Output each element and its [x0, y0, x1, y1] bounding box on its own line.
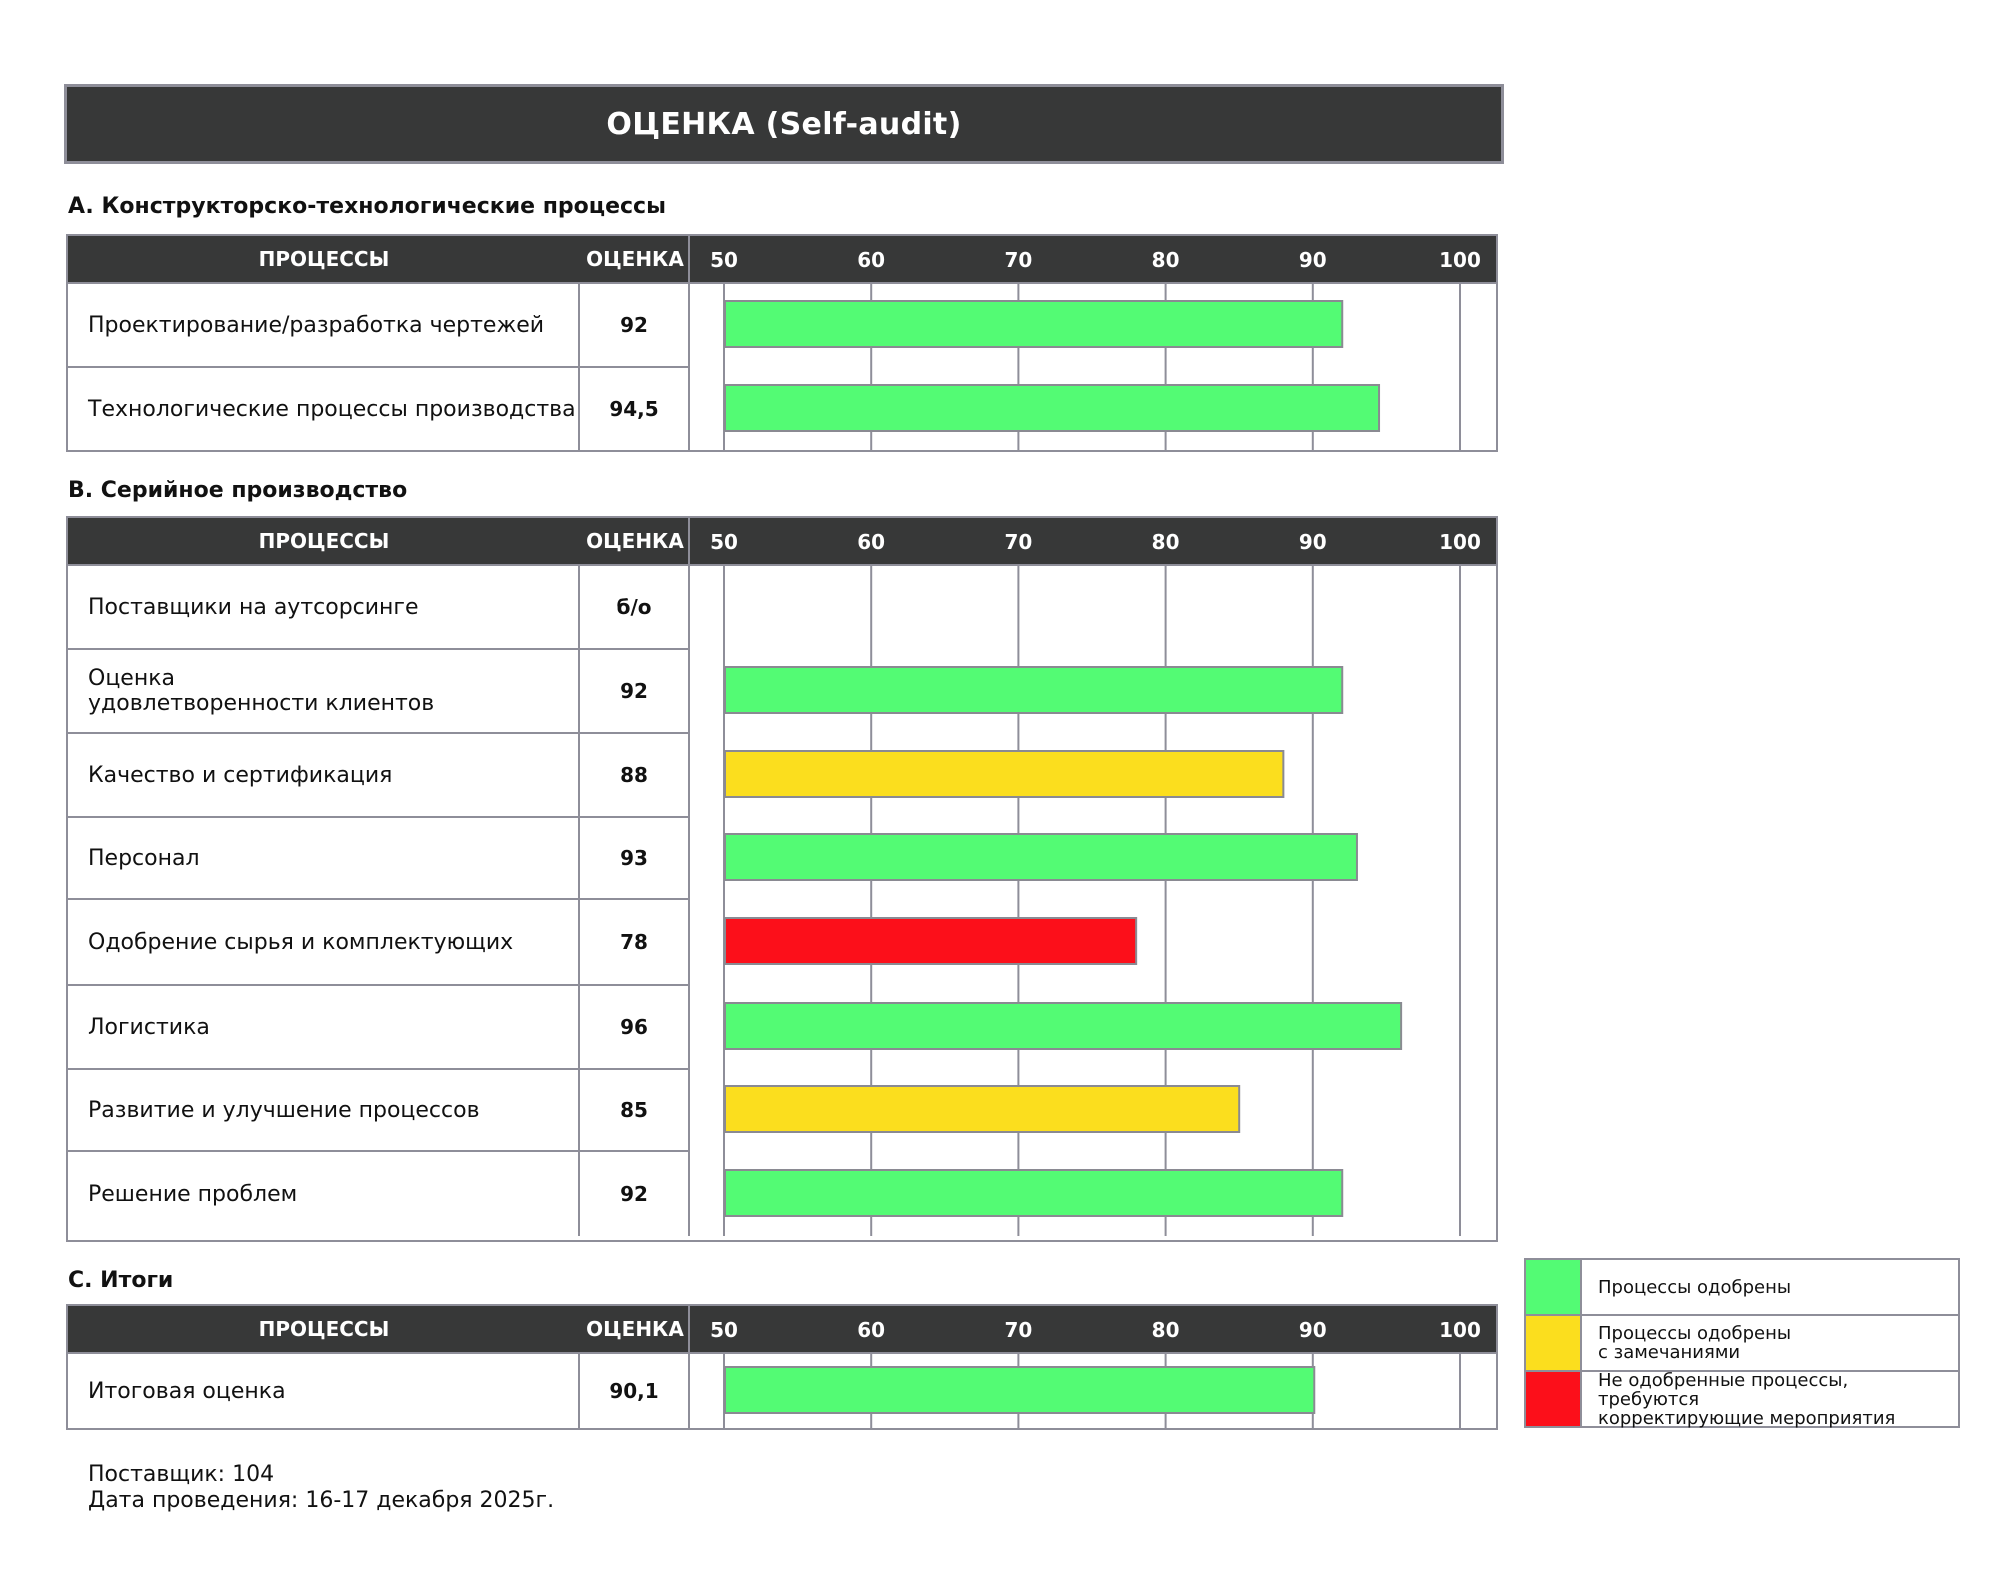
- header-divider: [688, 518, 690, 564]
- section-c-table: [66, 1304, 1498, 1430]
- axis-tick-label: 70: [1004, 1318, 1033, 1342]
- supplier-label: Поставщик: 104: [88, 1462, 275, 1487]
- bar-chart-area: [690, 282, 1496, 450]
- legend-label: Процессы одобрены: [1598, 1276, 1792, 1298]
- header-score: ОЦЕНКА: [586, 1317, 684, 1341]
- axis-tick-label: 60: [857, 1318, 886, 1342]
- process-score: 78: [580, 900, 690, 984]
- process-name: Персонал: [68, 818, 580, 898]
- axis-tick-label: 90: [1298, 248, 1327, 272]
- header-processes: ПРОЦЕССЫ: [258, 529, 390, 553]
- table-row: [68, 816, 690, 898]
- bar: [725, 385, 1379, 431]
- audit-date-label: Дата проведения: 16-17 декабря 2025г.: [88, 1488, 555, 1513]
- bar-chart-area: [690, 564, 1496, 1236]
- legend-swatch-not-approved: [1526, 1372, 1582, 1426]
- section-b-table: [66, 516, 1498, 1242]
- section-c-heading: C. Итоги: [68, 1268, 174, 1293]
- footer-info: [88, 1462, 554, 1514]
- bar-chart: [690, 564, 1496, 1236]
- process-name: Поставщики на аутсорсинге: [68, 566, 580, 648]
- bar: [725, 751, 1283, 797]
- bar: [725, 1367, 1314, 1413]
- process-score: 92: [580, 650, 690, 732]
- bar: [725, 301, 1342, 347]
- table-row: [68, 282, 690, 366]
- bar: [725, 1003, 1401, 1049]
- header-score: ОЦЕНКА: [586, 247, 684, 271]
- legend-item-approved: [1526, 1260, 1958, 1314]
- page-title: ОЦЕНКА (Self-audit): [64, 84, 1504, 164]
- bar: [725, 1086, 1239, 1132]
- process-name: Развитие и улучшение процессов: [68, 1070, 580, 1150]
- process-name: Одобрение сырья и комплектующих: [68, 900, 580, 984]
- bar: [725, 918, 1136, 964]
- axis-tick-label: 60: [857, 248, 886, 272]
- table-header: [68, 1306, 1496, 1352]
- axis-tick-label: 60: [857, 530, 886, 554]
- legend-item-approved-with-remarks: [1526, 1314, 1958, 1370]
- axis-tick-label: 50: [710, 530, 738, 554]
- axis-tick-label: 100: [1439, 1318, 1481, 1342]
- header-processes: ПРОЦЕССЫ: [258, 247, 390, 271]
- table-row: [68, 564, 690, 648]
- legend-swatch-approved-with-remarks: [1526, 1316, 1582, 1370]
- axis-tick-label: 100: [1439, 530, 1481, 554]
- process-name: Технологические процессы производства: [68, 368, 580, 450]
- section-b-heading: B. Серийное производство: [68, 478, 408, 503]
- process-score: 88: [580, 734, 690, 816]
- legend: [1524, 1258, 1960, 1428]
- table-row: [68, 648, 690, 732]
- axis-tick-label: 50: [710, 248, 738, 272]
- header-divider: [688, 236, 690, 282]
- section-a-table: [66, 234, 1498, 452]
- process-name: Оценка удовлетворенности клиентов: [68, 650, 580, 732]
- bar-chart-area: [690, 1352, 1496, 1428]
- process-name: Проектирование/разработка чертежей: [68, 284, 580, 366]
- process-score: 96: [580, 986, 690, 1068]
- process-score: 92: [580, 284, 690, 366]
- process-score: б/о: [580, 566, 690, 648]
- bar-chart: [690, 1352, 1496, 1428]
- header-divider: [688, 1306, 690, 1352]
- process-score: 90,1: [580, 1354, 690, 1428]
- axis-tick-label: 90: [1298, 530, 1327, 554]
- legend-item-not-approved: [1526, 1369, 1958, 1429]
- header-processes: ПРОЦЕССЫ: [258, 1317, 390, 1341]
- bar: [725, 1170, 1342, 1216]
- table-row: [68, 1150, 690, 1236]
- process-score: 85: [580, 1070, 690, 1150]
- axis-tick-label: 80: [1151, 1318, 1180, 1342]
- process-score: 94,5: [580, 368, 690, 450]
- process-name: Качество и сертификация: [68, 734, 580, 816]
- axis-tick-label: 50: [710, 1318, 738, 1342]
- axis-tick-label: 100: [1439, 248, 1481, 272]
- bar: [725, 834, 1357, 880]
- process-score: 93: [580, 818, 690, 898]
- axis-tick-label: 90: [1298, 1318, 1327, 1342]
- table-header: [68, 236, 1496, 282]
- axis-tick-label: 80: [1151, 530, 1180, 554]
- process-name: Решение проблем: [68, 1152, 580, 1236]
- table-row: [68, 1352, 690, 1428]
- legend-swatch-approved: [1526, 1260, 1582, 1314]
- axis-tick-label: 80: [1151, 248, 1180, 272]
- table-row: [68, 1068, 690, 1150]
- table-row: [68, 732, 690, 816]
- legend-label: Процессы одобрены с замечаниями: [1598, 1323, 1792, 1363]
- axis-tick-label: 70: [1004, 530, 1033, 554]
- process-name: Логистика: [68, 986, 580, 1068]
- legend-label: Не одобренные процессы, требуются корректирующие мероприятия: [1598, 1369, 1896, 1429]
- table-row: [68, 984, 690, 1068]
- bar-chart: [690, 282, 1496, 450]
- process-name: Итоговая оценка: [68, 1354, 580, 1428]
- table-row: [68, 366, 690, 450]
- table-header: [68, 518, 1496, 564]
- section-a-heading: A. Конструкторско-технологические процессы: [68, 194, 666, 219]
- axis-tick-label: 70: [1004, 248, 1033, 272]
- bar: [725, 667, 1342, 713]
- process-score: 92: [580, 1152, 690, 1236]
- header-score: ОЦЕНКА: [586, 529, 684, 553]
- table-row: [68, 898, 690, 984]
